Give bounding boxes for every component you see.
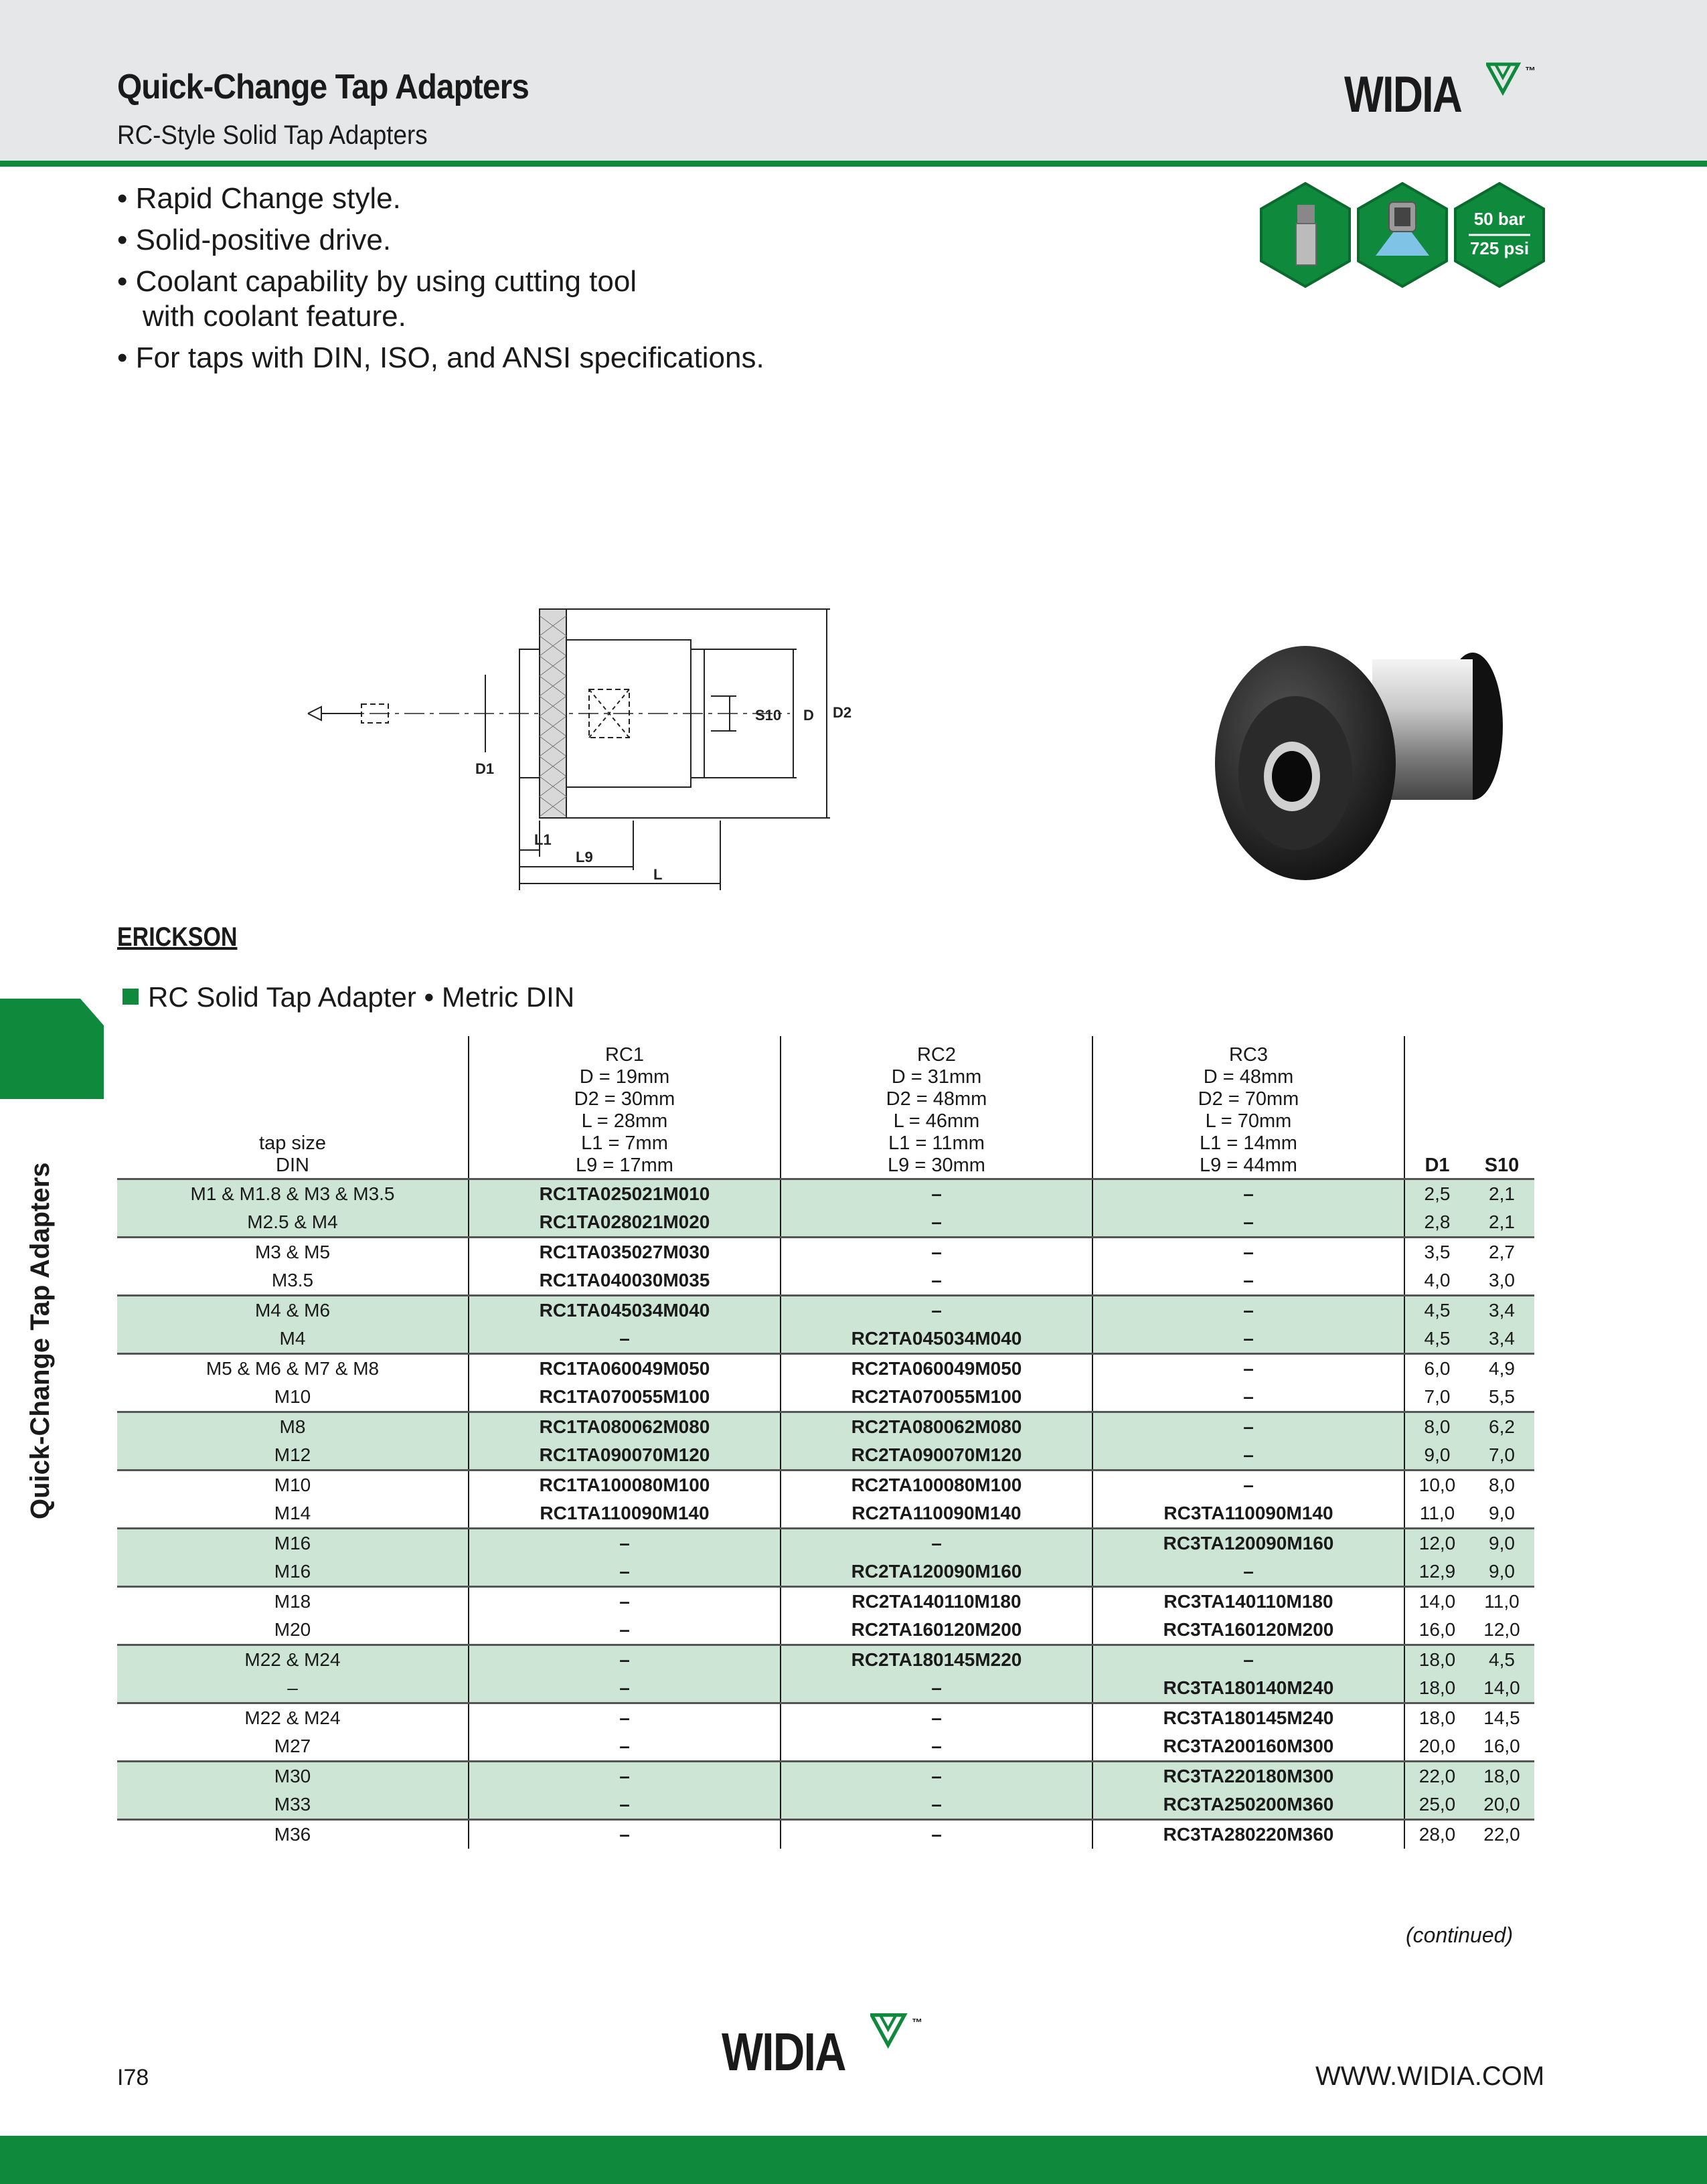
dim-d1: D1	[475, 760, 495, 777]
tap-size-cell: M8	[117, 1412, 469, 1442]
s10-cell: 3,4	[1469, 1325, 1534, 1354]
rc3-code-cell: –	[1092, 1412, 1404, 1442]
rc3-code-cell: RC3TA180145M240	[1092, 1703, 1404, 1733]
rc3-code-cell: RC3TA140110M180	[1092, 1587, 1404, 1616]
rc3-code-cell: –	[1092, 1383, 1404, 1412]
tap-size-cell: –	[117, 1674, 469, 1703]
rc3-code-cell: RC3TA220180M300	[1092, 1762, 1404, 1791]
tap-size-cell: M4	[117, 1325, 469, 1354]
table-row	[117, 1325, 1534, 1354]
product-photo	[1205, 633, 1513, 890]
tap-size-cell: M12	[117, 1441, 469, 1471]
s10-cell: 14,5	[1469, 1703, 1534, 1733]
rc3-l: L = 70mm	[1205, 1110, 1292, 1132]
d1-cell: 18,0	[1404, 1645, 1469, 1675]
d1-cell: 28,0	[1404, 1820, 1469, 1849]
pressure-psi-label: 725 psi	[1469, 238, 1530, 258]
tap-size-cell: M16	[117, 1529, 469, 1558]
rc1-code-cell: –	[469, 1325, 781, 1354]
rc2-code-cell: –	[781, 1732, 1092, 1762]
s10-cell: 16,0	[1483, 1736, 1520, 1756]
table-row	[117, 1732, 1534, 1762]
trademark: ™	[1525, 66, 1534, 77]
table-row	[117, 1412, 1534, 1442]
tap-size-cell: M2.5 & M4	[117, 1208, 469, 1238]
footer-bar	[0, 2136, 1707, 2184]
table-row	[117, 1762, 1534, 1791]
rc3-l9: L9 = 44mm	[1200, 1155, 1297, 1176]
rc2-code-cell: –	[781, 1703, 1092, 1733]
rc2-l: L = 46mm	[893, 1110, 980, 1132]
d1-cell: 4,0	[1424, 1270, 1451, 1290]
d1-cell: 12,9	[1404, 1558, 1469, 1587]
table-row	[117, 1790, 1534, 1820]
rc2-code-cell: RC2TA160120M200	[781, 1616, 1092, 1645]
rc2-code-cell: RC2TA060049M050	[781, 1354, 1092, 1383]
s10-cell: 3,4	[1469, 1296, 1534, 1325]
side-label: Quick-Change Tap Adapters	[25, 1162, 55, 1519]
tap-size-cell: M27	[117, 1732, 469, 1762]
s10-cell: 12,0	[1483, 1619, 1520, 1640]
rc3-code-cell: RC3TA180140M240	[1092, 1674, 1404, 1703]
rc1-code-cell: –	[469, 1820, 781, 1849]
table-row	[117, 1266, 1534, 1296]
rc2-code-cell: –	[781, 1529, 1092, 1558]
rc1-code-cell: –	[469, 1762, 781, 1791]
col-s10: S10	[1469, 1036, 1534, 1179]
rc1-code-cell: –	[469, 1703, 781, 1733]
tap-size-cell: M5 & M6 & M7 & M8	[117, 1354, 469, 1383]
rc1-l9: L9 = 17mm	[576, 1155, 673, 1176]
d1-cell: 18,0	[1404, 1703, 1469, 1733]
col-tap-size-line1: tap size	[259, 1132, 326, 1154]
s10-cell: 9,0	[1469, 1529, 1534, 1558]
rc3-code-cell: RC3TA110090M140	[1092, 1499, 1404, 1529]
s10-cell: 20,0	[1469, 1790, 1534, 1820]
widia-logo-text: WIDIA	[1344, 66, 1462, 123]
tap-size-cell: M4 & M6	[117, 1296, 469, 1325]
d1-cell: 10,0	[1404, 1471, 1469, 1500]
feature-item: • Coolant capability by using cutting tool	[117, 265, 637, 298]
s10-cell: 4,5	[1469, 1645, 1534, 1675]
tap-size-cell: M3.5	[117, 1266, 469, 1296]
d1-cell: 4,5	[1404, 1296, 1469, 1325]
s10-cell: 18,0	[1469, 1762, 1534, 1791]
d1-cell: 20,0	[1418, 1736, 1456, 1756]
dim-l1: L1	[534, 831, 552, 848]
d1-cell: 3,5	[1404, 1238, 1469, 1267]
tap-size-cell: M33	[117, 1790, 469, 1820]
rc1-code-cell: RC1TA025021M010	[469, 1179, 781, 1209]
rc2-code-cell: RC2TA090070M120	[781, 1441, 1092, 1471]
d1-cell: 22,0	[1404, 1762, 1469, 1791]
rc1-l1: L1 = 7mm	[581, 1132, 668, 1154]
rc1-code-cell: RC1TA100080M100	[469, 1471, 781, 1500]
rc2-code-cell: RC2TA045034M040	[781, 1325, 1092, 1354]
rc1-code-cell: –	[469, 1616, 781, 1645]
widia-logo-footer	[722, 2017, 921, 2083]
d1-cell: 25,0	[1404, 1790, 1469, 1820]
green-square-icon	[123, 989, 139, 1005]
s10-cell: 7,0	[1469, 1441, 1534, 1471]
col-d1: D1	[1404, 1036, 1469, 1179]
dim-s10: S10	[755, 707, 782, 724]
table-row	[117, 1383, 1534, 1412]
rc3-code-cell: RC3TA280220M360	[1092, 1820, 1404, 1849]
rc3-code-cell: –	[1092, 1266, 1404, 1296]
s10-cell: 22,0	[1469, 1820, 1534, 1849]
rc2-code-cell: RC2TA140110M180	[781, 1587, 1092, 1616]
feature-item: • Rapid Change style.	[117, 182, 401, 215]
d1-cell: 16,0	[1418, 1619, 1456, 1640]
tap-size-cell: M14	[117, 1499, 469, 1529]
widia-triangle-icon	[1486, 62, 1526, 96]
rc1-code-cell: –	[469, 1529, 781, 1558]
rc3-code-cell: –	[1092, 1645, 1404, 1675]
rc3-code-cell: RC3TA200160M300	[1092, 1732, 1404, 1762]
rc2-l1: L1 = 11mm	[888, 1132, 985, 1154]
s10-cell: 8,0	[1469, 1471, 1534, 1500]
rc1-d: D = 19mm	[579, 1066, 670, 1088]
page-number: I78	[117, 2065, 149, 2090]
rc3-code-cell: RC3TA250200M360	[1092, 1790, 1404, 1820]
page-subtitle: RC-Style Solid Tap Adapters	[117, 120, 428, 150]
rc1-code-cell: RC1TA090070M120	[469, 1441, 781, 1471]
tap-size-cell: M36	[117, 1820, 469, 1849]
col-rc3	[1092, 1036, 1404, 1179]
erickson-logo: ERICKSON	[117, 922, 238, 952]
table-row	[117, 1558, 1534, 1587]
side-tab	[0, 999, 107, 1099]
tap-size-cell: M22 & M24	[117, 1703, 469, 1733]
rc2-l9: L9 = 30mm	[888, 1155, 985, 1176]
s10-cell: 5,5	[1489, 1386, 1515, 1407]
rc2-code-cell: –	[781, 1208, 1092, 1238]
tap-size-cell: M1 & M1.8 & M3 & M3.5	[117, 1179, 469, 1209]
rc2-code-cell: –	[781, 1674, 1092, 1703]
rc2-code-cell: –	[781, 1296, 1092, 1325]
rc2-code-cell: RC2TA180145M220	[781, 1645, 1092, 1675]
rc3-code-cell: –	[1092, 1296, 1404, 1325]
rc3-label: RC3	[1228, 1044, 1268, 1066]
rc1-code-cell: –	[469, 1790, 781, 1820]
d1-cell: 2,8	[1404, 1208, 1469, 1238]
tap-size-cell: M16	[117, 1558, 469, 1587]
rc2-code-cell: RC2TA080062M080	[781, 1412, 1092, 1442]
rc1-label: RC1	[604, 1044, 644, 1066]
s10-cell: 4,9	[1469, 1354, 1534, 1383]
rc1-code-cell: –	[469, 1645, 781, 1675]
tap-size-cell: M18	[117, 1587, 469, 1616]
rc3-code-cell: –	[1092, 1238, 1404, 1267]
s10-cell: 11,0	[1469, 1587, 1534, 1616]
d1-cell: 6,0	[1404, 1354, 1469, 1383]
coolant-icon	[1356, 182, 1449, 288]
rc1-code-cell: –	[469, 1587, 781, 1616]
table-row	[117, 1703, 1534, 1733]
rc3-code-cell: –	[1092, 1179, 1404, 1209]
rc1-code-cell: RC1TA040030M035	[469, 1266, 781, 1296]
col-tap-size-line2: DIN	[276, 1155, 309, 1176]
d1-cell: 14,0	[1404, 1587, 1469, 1616]
trademark: ™	[912, 2017, 921, 2029]
table-row	[117, 1441, 1534, 1471]
d1-cell: 2,5	[1404, 1179, 1469, 1209]
s10-cell: 14,0	[1469, 1674, 1534, 1703]
d1-cell: 7,0	[1424, 1386, 1451, 1407]
dim-l9: L9	[576, 849, 593, 865]
rc1-d2: D2 = 30mm	[574, 1088, 675, 1110]
technical-drawing	[295, 596, 870, 907]
rc1-code-cell: RC1TA110090M140	[469, 1499, 781, 1529]
page-title: Quick-Change Tap Adapters	[117, 68, 529, 106]
d1-cell: 9,0	[1404, 1441, 1469, 1471]
rc2-code-cell: RC2TA110090M140	[781, 1499, 1092, 1529]
rc2-code-cell: –	[781, 1266, 1092, 1296]
table-row	[117, 1238, 1534, 1267]
dim-l: L	[653, 866, 663, 883]
tap-size-cell: M20	[117, 1616, 469, 1645]
table-row	[117, 1296, 1534, 1325]
table-row	[117, 1587, 1534, 1616]
continued-note: (continued)	[1406, 1923, 1514, 1947]
dim-d2: D2	[833, 704, 852, 721]
table-row	[117, 1645, 1534, 1675]
rc2-code-cell: RC2TA120090M160	[781, 1558, 1092, 1587]
feature-item: • Solid-positive drive.	[117, 224, 392, 256]
rc3-code-cell: RC3TA120090M160	[1092, 1529, 1404, 1558]
rc3-code-cell: RC3TA160120M200	[1092, 1616, 1404, 1645]
rc1-code-cell: –	[469, 1558, 781, 1587]
col-tap-size	[117, 1036, 469, 1179]
feature-item: with coolant feature.	[143, 300, 406, 333]
rc1-code-cell: –	[469, 1674, 781, 1703]
table-body	[117, 1179, 1534, 1849]
website-link[interactable]: WWW.WIDIA.COM	[1315, 2062, 1545, 2091]
tap-size-cell: M30	[117, 1762, 469, 1791]
feature-item: • For taps with DIN, ISO, and ANSI specifications.	[117, 341, 764, 374]
widia-triangle-icon	[870, 2012, 913, 2049]
rc2-code-cell: –	[781, 1238, 1092, 1267]
rc2-d: D = 31mm	[891, 1066, 982, 1088]
table-row	[117, 1529, 1534, 1558]
section-title-text: RC Solid Tap Adapter • Metric DIN	[148, 981, 575, 1013]
table-row	[117, 1208, 1534, 1238]
product-table	[117, 1036, 1534, 1849]
s10-cell: 2,1	[1469, 1179, 1534, 1209]
s10-cell: 6,2	[1469, 1412, 1534, 1442]
table-row	[117, 1499, 1534, 1529]
rc3-code-cell: –	[1092, 1208, 1404, 1238]
d1-cell: 4,5	[1404, 1325, 1469, 1354]
rc1-code-cell: RC1TA035027M030	[469, 1238, 781, 1267]
tap-size-cell: M10	[117, 1383, 469, 1412]
tap-adapter-image	[1205, 633, 1513, 887]
rc3-code-cell: –	[1092, 1354, 1404, 1383]
rc3-code-cell: –	[1092, 1441, 1404, 1471]
table-row	[117, 1471, 1534, 1500]
feature-list	[117, 178, 764, 379]
rc1-l: L = 28mm	[581, 1110, 668, 1132]
header-rule	[0, 161, 1707, 167]
tap-size-cell: M3 & M5	[117, 1238, 469, 1267]
adapter-line-drawing	[295, 596, 870, 904]
rc1-code-cell: RC1TA080062M080	[469, 1412, 781, 1442]
d1-cell: 18,0	[1404, 1674, 1469, 1703]
rc3-l1: L1 = 14mm	[1200, 1132, 1297, 1154]
col-rc1	[469, 1036, 781, 1179]
rc3-code-cell: –	[1092, 1558, 1404, 1587]
section-title	[123, 981, 574, 1013]
rc2-code-cell: –	[781, 1790, 1092, 1820]
rc1-code-cell: –	[469, 1732, 781, 1762]
tap-size-cell: M10	[117, 1471, 469, 1500]
rc3-code-cell: –	[1092, 1325, 1404, 1354]
d1-cell: 8,0	[1404, 1412, 1469, 1442]
rc1-code-cell: RC1TA060049M050	[469, 1354, 781, 1383]
solid-drive-icon	[1258, 182, 1352, 288]
s10-cell: 9,0	[1489, 1503, 1515, 1523]
rc1-code-cell: RC1TA070055M100	[469, 1383, 781, 1412]
table-row	[117, 1354, 1534, 1383]
pressure-bar-label: 50 bar	[1473, 209, 1526, 229]
col-rc2	[781, 1036, 1092, 1179]
pressure-icon	[1453, 182, 1546, 288]
table-row	[117, 1674, 1534, 1703]
table-row	[117, 1179, 1534, 1209]
rc2-code-cell: RC2TA070055M100	[781, 1383, 1092, 1412]
widia-logo-text: WIDIA	[722, 2022, 845, 2082]
rc2-code-cell: –	[781, 1762, 1092, 1791]
rc1-code-cell: RC1TA028021M020	[469, 1208, 781, 1238]
tap-size-cell: M22 & M24	[117, 1645, 469, 1675]
rc2-code-cell: –	[781, 1179, 1092, 1209]
rc3-d: D = 48mm	[1203, 1066, 1294, 1088]
rc2-d2: D2 = 48mm	[886, 1088, 987, 1110]
d1-cell: 12,0	[1404, 1529, 1469, 1558]
s10-cell: 2,1	[1469, 1208, 1534, 1238]
table-row	[117, 1616, 1534, 1645]
dim-d: D	[803, 707, 814, 724]
rc2-label: RC2	[916, 1044, 956, 1066]
rc3-code-cell: –	[1092, 1471, 1404, 1500]
rc2-code-cell: RC2TA100080M100	[781, 1471, 1092, 1500]
rc3-d2: D2 = 70mm	[1198, 1088, 1299, 1110]
widia-logo-top	[1344, 66, 1534, 124]
s10-cell: 9,0	[1469, 1558, 1534, 1587]
s10-cell: 3,0	[1489, 1270, 1515, 1290]
table-row	[117, 1820, 1534, 1849]
rc1-code-cell: RC1TA045034M040	[469, 1296, 781, 1325]
s10-cell: 2,7	[1469, 1238, 1534, 1267]
rc2-code-cell: –	[781, 1820, 1092, 1849]
d1-cell: 11,0	[1419, 1503, 1455, 1523]
